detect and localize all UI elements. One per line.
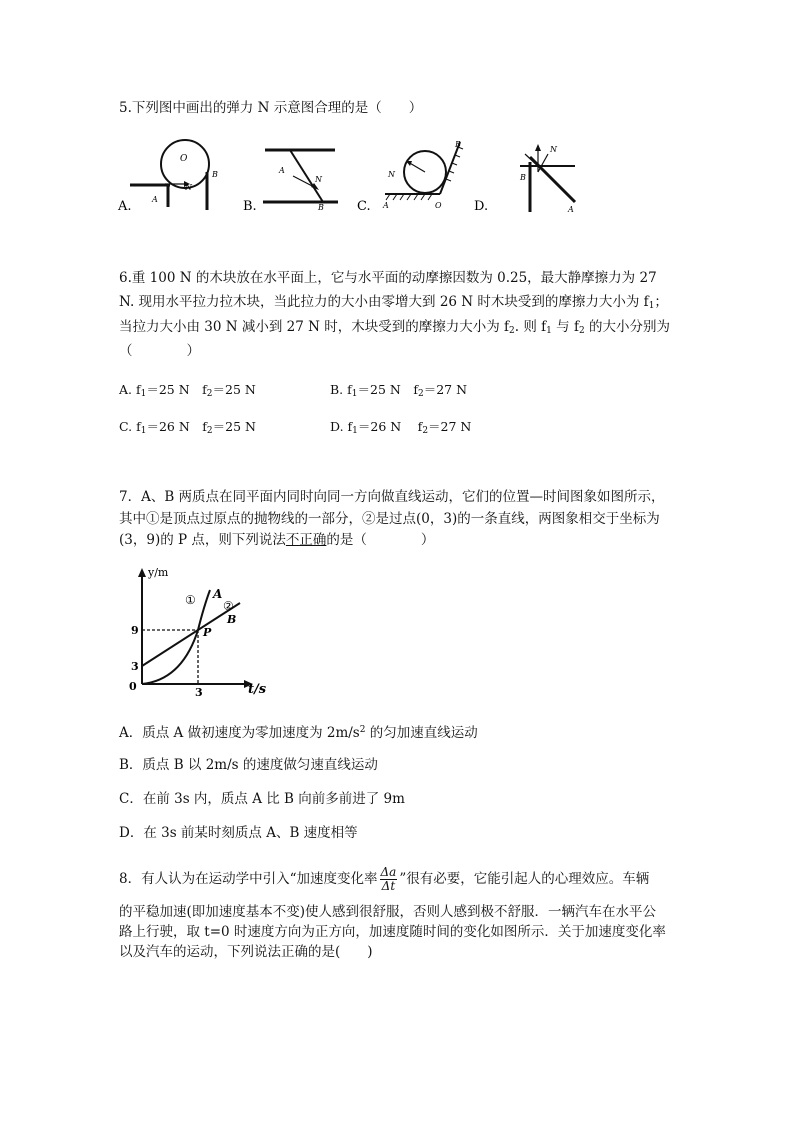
q5-figure-a	[130, 140, 218, 210]
q5-option-d-label: D.	[474, 199, 489, 214]
graph-x-axis-label: t/s	[248, 682, 267, 697]
q7-line-3: (3，9)的 P 点，则下列说法不正确的是（ ）	[119, 532, 435, 548]
fig-c-label-a: A	[383, 201, 389, 210]
q6-line-1: 6.重 100 N 的木块放在水平面上，它与水平面的动摩擦因数为 0.25，最大静摩擦力为 27	[119, 270, 657, 286]
q6-line-4: （ ）	[119, 343, 200, 359]
fig-a-label-a: A	[152, 195, 158, 204]
graph-x-tick-3: 3	[195, 686, 203, 699]
q8-line-1: 8．有人认为在运动学中引入“加速度变化率 $\frac{\Delta a}{\Delta t}$ ”很有必要，它能引起人的心理效应。车辆	[119, 865, 650, 893]
q6-option-a: A. $f_1=25$ N $f_2=25$ N	[119, 382, 256, 399]
fig-c-label-o: O	[435, 201, 442, 210]
graph-y-axis-label: y/m	[148, 566, 169, 579]
graph-curve-2-marker: ②	[223, 599, 234, 613]
fig-c-label-b: B	[455, 140, 461, 149]
fig-a-label-n: N	[185, 183, 192, 192]
q8-line-2: 的平稳加速(即加速度基本不变)使人感到很舒服，否则人感到极不舒服．一辆汽车在水平公	[119, 904, 657, 920]
fig-a-label-b: B	[212, 170, 218, 179]
fig-c-label-n: N	[388, 170, 395, 179]
fig-d-label-a: A	[568, 205, 574, 214]
graph-y-tick-3: 3	[131, 660, 139, 673]
q8-line-3: 路上行驶，取 t=0 时速度方向为正方向，加速度随时间的变化如图所示．关于加速度变化率	[119, 924, 666, 940]
q5-option-b-label: B.	[243, 199, 257, 214]
q5-figures	[110, 132, 610, 217]
q5-figure-d	[519, 144, 575, 214]
q6-option-d: D. $f_1=26$ N $f_2=27$ N	[330, 419, 472, 436]
q7-option-d: D．在 3s 前某时刻质点 A、B 速度相等	[119, 825, 358, 841]
fig-d-label-n: N	[550, 145, 557, 154]
q7-line-1: 7．A、B 两质点在同平面内同时向同一方向做直线运动，它们的位置—时间图象如图所示，	[119, 489, 665, 505]
fig-b-label-a: A	[279, 166, 285, 175]
q8-fraction: $\frac{\Delta a}{\Delta t}$	[380, 865, 397, 893]
graph-y-tick-9: 9	[131, 624, 139, 637]
q6-line-3: 当拉力大小由 30 N 减小到 27 N 时，木块受到的摩擦力大小为 $f_2$. 则 $f_1$ 与 $f_2$ 的大小分别为	[119, 319, 670, 336]
q7-option-b: B．质点 B 以 2m/s 的速度做匀速直线运动	[119, 757, 378, 773]
graph-label-a: A	[213, 587, 223, 601]
q7-option-a: A．质点 A 做初速度为零加速度为 $2m/s^2$ 的匀加速直线运动	[119, 725, 478, 741]
graph-label-p: P	[203, 626, 212, 639]
q8-line-4: 以及汽车的运动，下列说法正确的是( )	[119, 944, 373, 960]
q5-figure-b	[263, 150, 338, 212]
q7-option-c: C．在前 3s 内，质点 A 比 B 向前多前进了 9m	[119, 791, 405, 807]
graph-origin-label: 0	[129, 680, 137, 693]
fig-b-label-b: B	[318, 203, 324, 212]
q5-option-c-label: C.	[357, 199, 371, 214]
graph-curve-1-marker: ①	[185, 593, 196, 607]
q5-figure-c	[382, 140, 463, 210]
q7-line-2: 其中①是顶点过原点的抛物线的一部分，②是过点(0，3)的一条直线，两图象相交于坐标为	[119, 511, 660, 527]
fig-d-label-b: B	[520, 173, 526, 182]
graph-label-b: B	[227, 613, 237, 626]
q5-stem: 5.下列图中画出的弹力 N 示意图合理的是（ ）	[119, 100, 423, 116]
q7-position-time-graph	[122, 562, 282, 702]
fig-a-label-o: O	[180, 154, 188, 164]
q6-option-c: C. $f_1=26$ N $f_2=25$ N	[119, 419, 256, 436]
q6-option-b: B. $f_1=25$ N $f_2=27$ N	[330, 382, 468, 399]
q6-line-2: N. 现用水平拉力拉木块，当此拉力的大小由零增大到 26 N 时木块受到的摩擦力大小为 $f_1$；	[119, 294, 668, 311]
q5-option-a-label: A.	[118, 199, 132, 214]
fig-b-label-n: N	[315, 175, 322, 184]
